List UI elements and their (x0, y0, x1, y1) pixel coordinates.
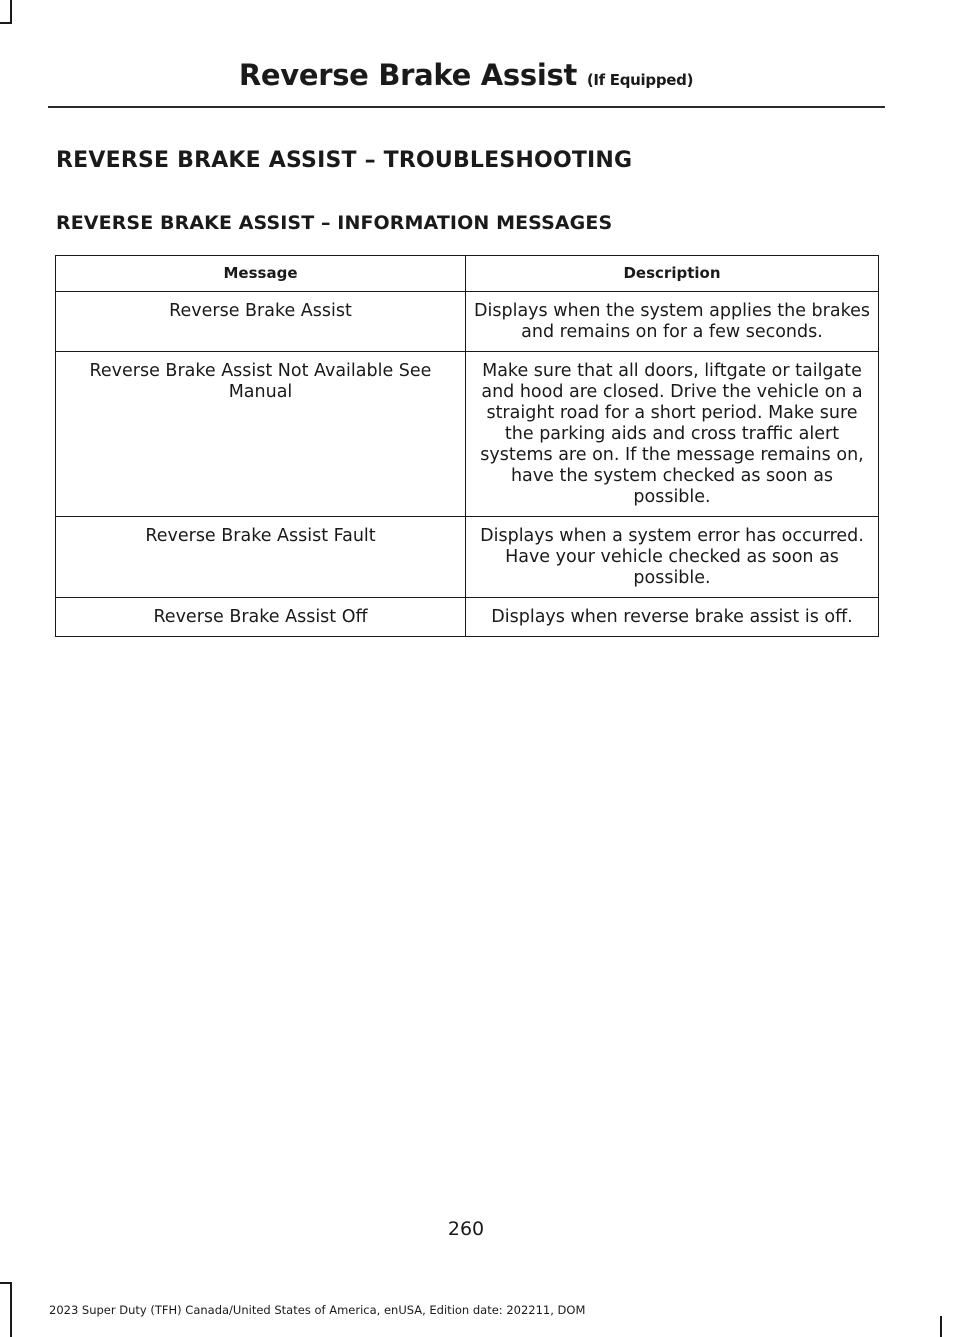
table-row (56, 598, 879, 637)
section-subheading: REVERSE BRAKE ASSIST – INFORMATION MESSAGES (56, 212, 613, 234)
message-cell: Reverse Brake Assist Not Available See Manual (56, 352, 466, 517)
table-row (56, 292, 879, 352)
description-cell: Make sure that all doors, liftgate or tailgate and hood are closed. Drive the vehicle on a straight road for a short period. Make sure the parking aids and cross traffic alert systems are on. If the message remains on, have the system checked as soon as possible. (466, 352, 879, 517)
column-header-description: Description (466, 256, 879, 292)
crop-mark-bottom-left (10, 1282, 12, 1337)
header-divider (48, 106, 885, 108)
description-cell: Displays when the system applies the brakes and remains on for a few seconds. (466, 292, 879, 352)
header-title-suffix: (If Equipped) (586, 71, 694, 89)
description-cell: Displays when a system error has occurred. Have your vehicle checked as soon as possible. (466, 517, 879, 598)
page-number: 260 (447, 1218, 485, 1240)
crop-mark-bottom-right (940, 1316, 942, 1337)
table-header-row (56, 256, 879, 292)
crop-mark-top-left (10, 0, 12, 22)
column-header-message: Message (56, 256, 466, 292)
crop-mark-bottom-left-h (0, 1282, 12, 1284)
message-cell: Reverse Brake Assist (56, 292, 466, 352)
header-title-main: Reverse Brake Assist (238, 58, 578, 92)
crop-mark-top-left-h (0, 22, 12, 24)
description-cell: Displays when reverse brake assist is off. (466, 598, 879, 637)
message-cell: Reverse Brake Assist Fault (56, 517, 466, 598)
information-messages-table (55, 255, 879, 637)
page-footer: 2023 Super Duty (TFH) Canada/United States of America, enUSA, Edition date: 202211, DOM (49, 1303, 586, 1317)
table-row (56, 517, 879, 598)
message-cell: Reverse Brake Assist Off (56, 598, 466, 637)
table-row (56, 352, 879, 517)
section-heading: REVERSE BRAKE ASSIST – TROUBLESHOOTING (56, 148, 633, 173)
page-header-title (0, 58, 932, 92)
